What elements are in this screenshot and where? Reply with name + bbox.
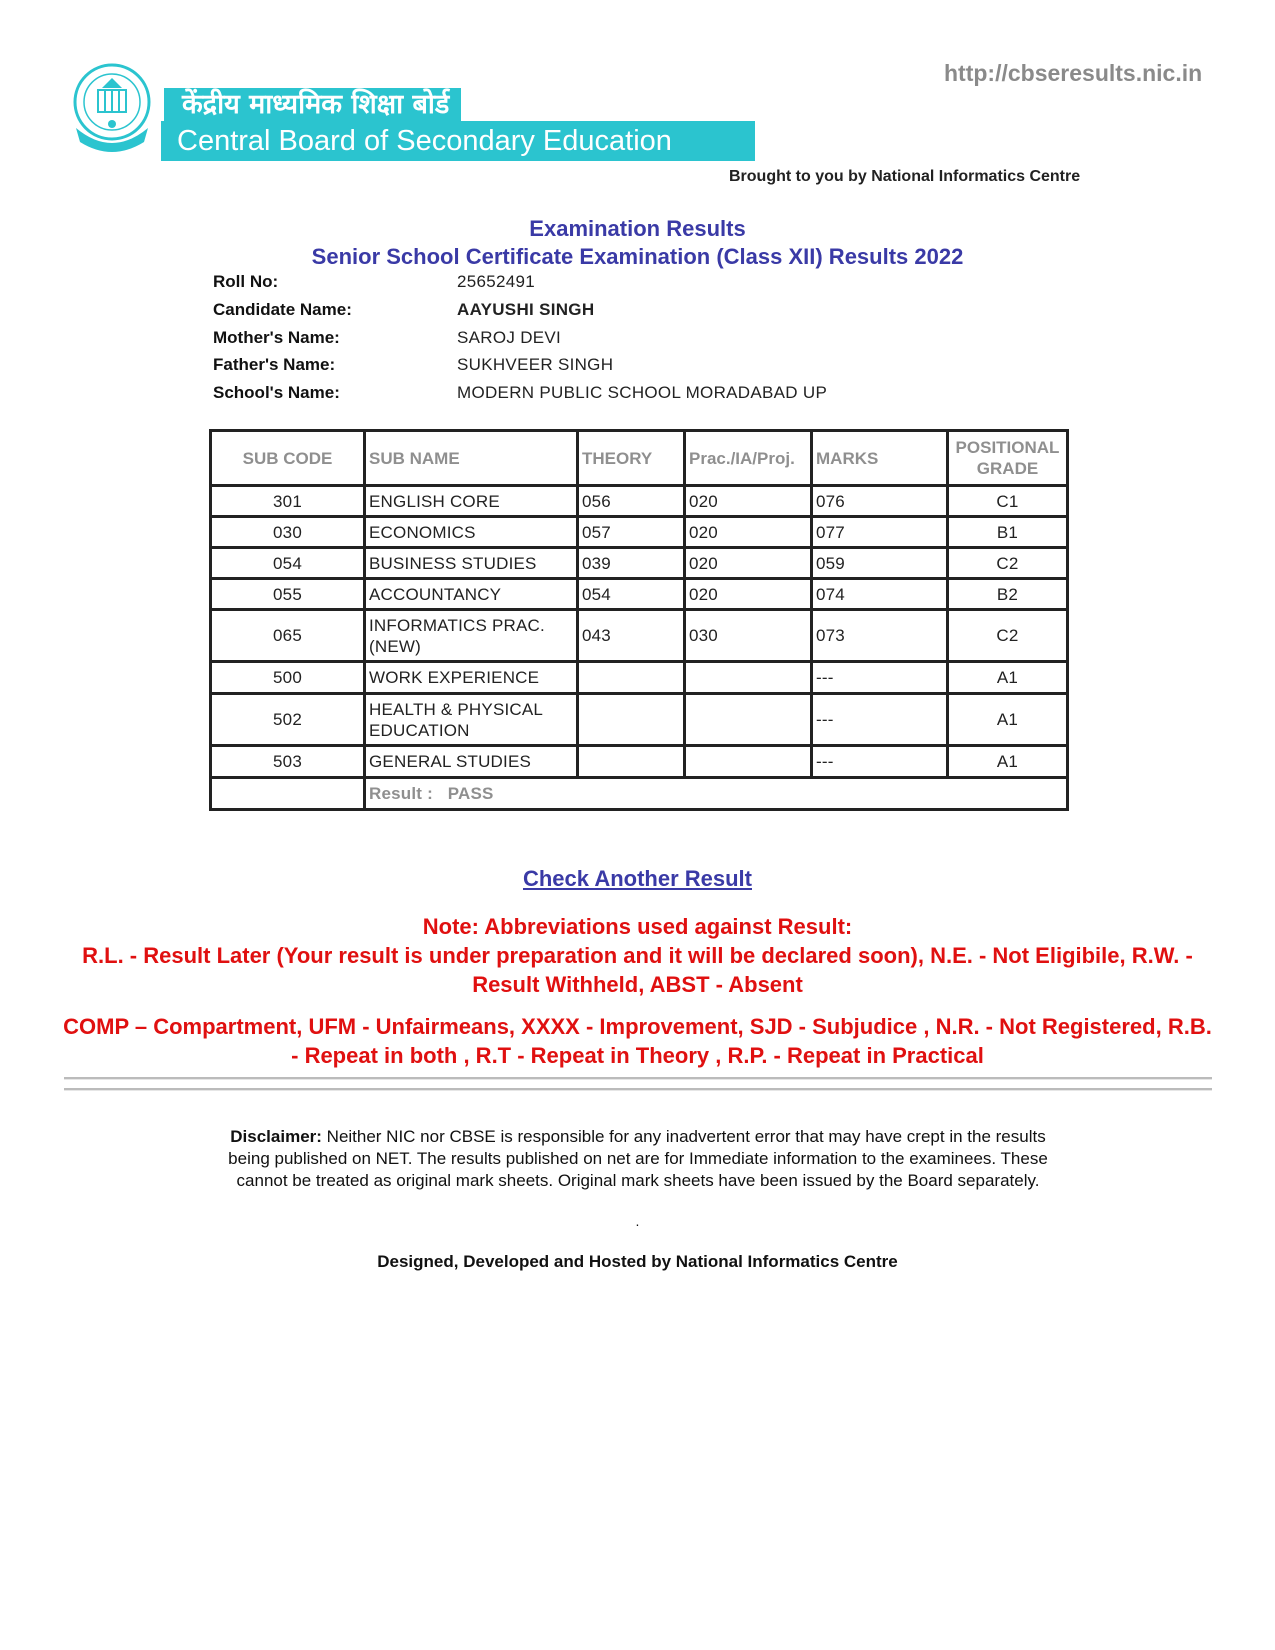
sub-name-cell: ENGLISH CORE <box>365 486 578 517</box>
table-row <box>211 662 1068 694</box>
prac-cell: 030 <box>685 610 812 662</box>
marks-cell: 076 <box>812 486 948 517</box>
grade-cell: C2 <box>948 610 1068 662</box>
prac-cell <box>685 694 812 746</box>
cbse-english-name: Central Board of Secondary Education <box>161 121 755 161</box>
theory-cell <box>578 662 685 694</box>
page-title: Examination Results <box>529 216 746 241</box>
disclaimer <box>214 1126 1062 1192</box>
candidate-name-value: AAYUSHI SINGH <box>457 300 595 319</box>
grade-cell: A1 <box>948 694 1068 746</box>
father-name-value: SUKHVEER SINGH <box>457 355 614 374</box>
table-row <box>211 486 1068 517</box>
marks-cell: --- <box>812 662 948 694</box>
result-row <box>211 778 1068 810</box>
header-theory: THEORY <box>578 431 685 486</box>
prac-cell <box>685 662 812 694</box>
sub-name-cell: HEALTH & PHYSICAL EDUCATION <box>365 694 578 746</box>
theory-cell: 043 <box>578 610 685 662</box>
school-name-value: MODERN PUBLIC SCHOOL MORADABAD UP <box>457 383 828 402</box>
exam-subtitle: Senior School Certificate Examination (Class XII) Results 2022 <box>311 244 964 269</box>
mother-name-value: SAROJ DEVI <box>457 328 562 347</box>
site-url[interactable]: http://cbseresults.nic.in <box>944 60 1203 86</box>
grade-cell: C1 <box>948 486 1068 517</box>
sub-name-cell: ECONOMICS <box>365 517 578 548</box>
note-abbreviations-2: COMP – Compartment, UFM - Unfairmeans, XXXX - Improvement, SJD - Subjudice , N.R. - Not Registered, R.B. - Repeat in both , R.T - Repeat in Theory , R.P. - Repeat in Practical <box>63 1014 1212 1068</box>
marks-cell: 077 <box>812 517 948 548</box>
grade-cell: A1 <box>948 746 1068 778</box>
grade-cell: B2 <box>948 579 1068 610</box>
prac-cell: 020 <box>685 517 812 548</box>
header-prac: Prac./IA/Proj. <box>685 431 812 486</box>
prac-cell: 020 <box>685 548 812 579</box>
result-status: Result : PASS <box>365 778 1068 810</box>
disclaimer-label: Disclaimer: <box>230 1127 322 1146</box>
mother-name-label: Mother's Name: <box>213 328 340 347</box>
cbse-hindi-name: केंद्रीय माध्यमिक शिक्षा बोर्ड <box>164 88 461 122</box>
marks-table <box>209 429 1069 811</box>
theory-cell: 056 <box>578 486 685 517</box>
table-row <box>211 694 1068 746</box>
theory-cell: 054 <box>578 579 685 610</box>
footer-credit: Designed, Developed and Hosted by National Informatics Centre <box>377 1252 898 1271</box>
theory-cell: 057 <box>578 517 685 548</box>
table-row <box>211 548 1068 579</box>
theory-cell: 039 <box>578 548 685 579</box>
table-row <box>211 610 1068 662</box>
table-header-row <box>211 431 1068 486</box>
cbse-logo <box>70 62 154 156</box>
sub-code-cell: 054 <box>211 548 365 579</box>
sub-name-cell: WORK EXPERIENCE <box>365 662 578 694</box>
note-heading: Note: Abbreviations used against Result: <box>422 914 853 939</box>
sub-code-cell: 301 <box>211 486 365 517</box>
father-name-label: Father's Name: <box>213 355 336 374</box>
prac-cell: 020 <box>685 579 812 610</box>
note-abbreviations-1: R.L. - Result Later (Your result is under preparation and it will be declared soon), N.E. - Not Eligibile, R.W. - Result Withheld, ABST - Absent <box>82 943 1193 997</box>
candidate-name-label: Candidate Name: <box>213 300 352 319</box>
brought-by-text: Brought to you by National Informatics Centre <box>729 168 1081 185</box>
sub-code-cell: 065 <box>211 610 365 662</box>
table-row <box>211 579 1068 610</box>
sub-name-cell: INFORMATICS PRAC. (NEW) <box>365 610 578 662</box>
sub-name-cell: ACCOUNTANCY <box>365 579 578 610</box>
disclaimer-dot: . <box>635 1213 640 1229</box>
disclaimer-text: Neither NIC nor CBSE is responsible for any inadvertent error that may have crept in the results being published on NET. The results published on net are for Immediate information to the examinees. These cannot be treated as original mark sheets. Original mark sheets have been issued by the Board separately. <box>228 1127 1048 1190</box>
grade-cell: B1 <box>948 517 1068 548</box>
table-row <box>211 517 1068 548</box>
header-positional-grade: POSITIONAL GRADE <box>948 431 1068 486</box>
marks-cell: --- <box>812 694 948 746</box>
result-empty-cell <box>211 778 365 810</box>
sub-code-cell: 502 <box>211 694 365 746</box>
marks-cell: 073 <box>812 610 948 662</box>
prac-cell <box>685 746 812 778</box>
sub-name-cell: BUSINESS STUDIES <box>365 548 578 579</box>
school-name-label: School's Name: <box>213 383 340 402</box>
sub-code-cell: 055 <box>211 579 365 610</box>
theory-cell <box>578 694 685 746</box>
grade-cell: A1 <box>948 662 1068 694</box>
roll-no-label: Roll No: <box>213 272 279 291</box>
sub-code-cell: 030 <box>211 517 365 548</box>
marks-cell: 074 <box>812 579 948 610</box>
header-sub-name: SUB NAME <box>365 431 578 486</box>
sub-name-cell: GENERAL STUDIES <box>365 746 578 778</box>
header-sub-code: SUB CODE <box>211 431 365 486</box>
grade-cell: C2 <box>948 548 1068 579</box>
sub-code-cell: 500 <box>211 662 365 694</box>
header-marks: MARKS <box>812 431 948 486</box>
divider <box>64 1088 1212 1091</box>
roll-no-value: 25652491 <box>457 272 536 291</box>
prac-cell: 020 <box>685 486 812 517</box>
theory-cell <box>578 746 685 778</box>
sub-code-cell: 503 <box>211 746 365 778</box>
table-row <box>211 746 1068 778</box>
marks-cell: --- <box>812 746 948 778</box>
divider <box>64 1077 1212 1080</box>
check-another-result-link[interactable]: Check Another Result <box>522 866 752 891</box>
marks-cell: 059 <box>812 548 948 579</box>
